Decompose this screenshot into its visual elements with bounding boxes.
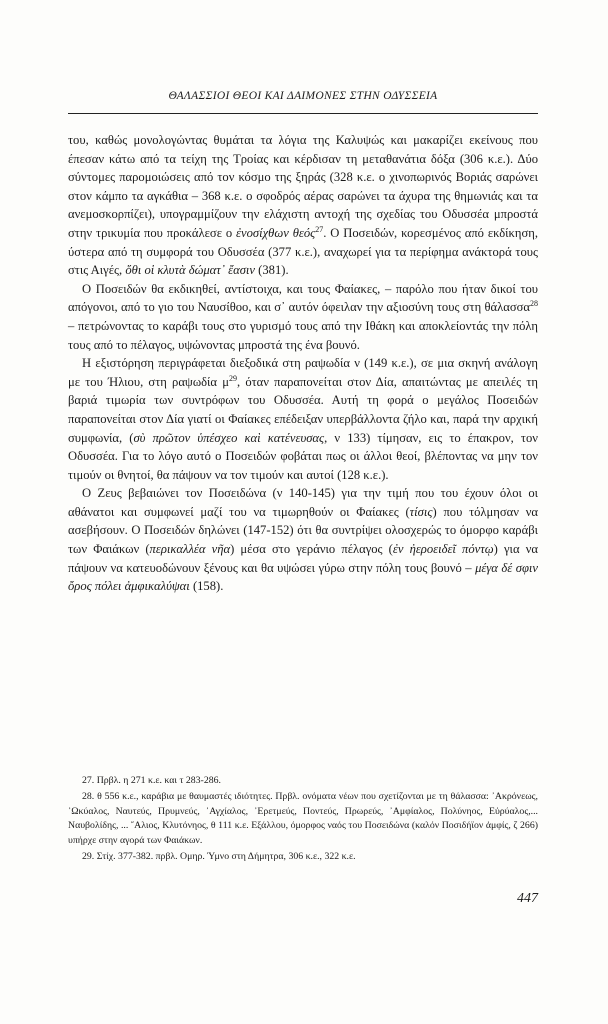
footnote-marker: 27: [315, 224, 324, 234]
text-run: του, καθώς μονολογώντας θυμάται τα λόγια της Καλυψώς και μακαρίζει εκείνους που έπεσαν κάτω από τα τείχη της Τροίας και κέρδισαν τη μεταθανάτια δόξα (306 κ.ε.). Δύο σύντομες παρομοιώσεις από τον κόσμο της ξηράς (328 κ.ε. ο χινοπωρινός Βοριάς σαρώνει στον κάμπο τα αγκάθια – 368 κ.ε. ο σφοδρός αέρας σαρώνει τα άχυρα της θημωνιάς και τα ανεμοσκορπίζει), υπογραμμίζουν την ελάχιστη αντοχή της σχεδίας του Οδυσσέα μπροστά στην τρικυμία που προκάλεσε ο: [68, 133, 538, 240]
running-head: ΘΑΛΑΣΣΙΟΙ ΘΕΟΙ ΚΑΙ ΔΑΙΜΟΝΕΣ ΣΤΗΝ ΟΔΥΣΣΕΙΑ: [168, 90, 438, 102]
text-run: (381).: [255, 263, 289, 278]
greek-quotation: περικαλλέα νῆα: [149, 542, 231, 557]
text-run: ) μέσα στο γεράνιο πέλαγος (: [230, 542, 393, 557]
page-number: 447: [517, 891, 538, 906]
text-run: Ο Ζευς βεβαιώνει τον Ποσειδώνα (ν 140-145) για την τιμή που του έχουν όλοι οι αθάνατοι και συμφωνεί μαζί του να τιμωρηθούν οι Φαίακες (: [68, 486, 538, 519]
body-text: [68, 131, 538, 596]
paragraph: [68, 484, 538, 596]
paragraph: [68, 131, 538, 280]
text-run: – πετρώνοντας το καράβι τους στο γυρισμό τους από την Ιθάκη και αποκλείοντάς την πόλη τους από το πέλαγος, υψώνοντας μπροστά της ένα βουνό.: [68, 318, 538, 352]
greek-quotation: μέγα δέ σφιν ὄρος πόλει ἀμφικαλύψαι: [68, 560, 538, 594]
text-run: Ο Ποσειδών θα εκδικηθεί, αντίστοιχα, και τους Φαίακες, – παρόλο που ήταν δικοί του απόγονοι, από το γιο του Ναυσίθοο, και σ᾽ αυτόν όφειλαν την αξιοσύνη τους στη θάλασσα: [68, 281, 538, 315]
footnote: 28. θ 556 κ.ε., καράβια με θαυμαστές ιδιότητες. Πρβλ. ονόματα νέων που σχετίζονται με τη θάλασσα: ᾿Ακρόνεως, ᾿Ωκύαλος, Ναυτεύς, Πρυμνεύς, ᾿Αγχίαλος, ᾿Ερετμεύς, Ποντεύς, Πρωρεύς, ᾿Αμφίαλος, Πολύνηος, Εὐρύαλος,... Ναυβολίδης, ... ῎Αλιος, Κλυτόνηος, θ 111 κ.ε. Εξάλλου, όμορφος ναός του Ποσειδώνα (καλόν Ποσιδήϊον ἀμφίς, ζ 266) υπήρχε στην αγορά των Φαιάκων.: [68, 791, 538, 846]
paragraph: [68, 354, 538, 484]
greek-quotation: τίσις: [409, 504, 433, 519]
text-run: . Ο Ποσειδών, κορεσμένος από εκδίκηση, ύστερα από τη συμφορά του Οδυσσέα (377 κ.ε.), αναχωρεί για τα περίφημα ανάκτορά τους στις Αιγές,: [68, 225, 538, 278]
footnote: 27. Πρβλ. η 271 κ.ε. και τ 283-286.: [82, 775, 221, 786]
text-run: Η εξιστόρηση περιγράφεται διεξοδικά στη ραψωδία ν (149 κ.ε.), σε μια σκηνή ανάλογη με του Ήλιου, στη ραψωδία μ: [68, 356, 538, 389]
text-run: ) που τόλμησαν να ασεβήσουν. Ο Ποσειδών δηλώνει (147-152) ότι θα συντρίψει ολοσχερώς το όμορφο καράβι των Φαιάκων (: [68, 504, 538, 557]
header-rule: [68, 113, 538, 114]
paragraph: [68, 280, 538, 354]
footnote-marker: 29: [228, 373, 237, 383]
greek-quotation: ἐνοσίχθων θεός: [236, 225, 316, 240]
footnote: 29. Στίχ. 377-382. πρβλ. Ομηρ. Ύμνο στη Δήμητρα, 306 κ.ε., 322 κ.ε.: [82, 851, 356, 863]
greek-quotation: ἐν ἠεροειδεῖ πόντῳ: [392, 542, 494, 557]
text-run: , όταν παραπονείται στον Δία, απαιτώντας με απειλές τη βαριά τιμωρία των συντρόφων του Οδυσσέα. Αυτή τη φορά ο μεγάλος Ποσειδών παραπονείται στον Δία γιατί οι Φαίακες επέδειξαν υπερβάλλοντα ζήλο και, παρά την αρχική συμφωνία, (: [68, 374, 538, 445]
text-run: ) για να πάψουν να κατευοδώνουν ξένους και θα υψώσει γύρω στην πόλη τους βουνό –: [68, 542, 538, 575]
footnote-marker: 28: [530, 299, 538, 309]
text-run: , ν 133) τίμησαν, εις το έπακρον, τον Οδυσσέα. Για το λόγο αυτό ο Ποσειδών φοβάται πως οι άλλοι θεοί, βλέποντας να μην τον τιμούν οι θνητοί, θα πάψουν να τον τιμούν και αυτοί (128 κ.ε.).: [68, 430, 538, 482]
greek-quotation: ὅθι οἱ κλυτὰ δώματ᾽ ἔασιν: [125, 263, 256, 278]
greek-quotation: σὺ πρῶτον ὑπέσχεο καὶ κατένευσας: [133, 430, 325, 445]
text-run: (158).: [189, 579, 224, 594]
footnotes: [68, 774, 538, 866]
